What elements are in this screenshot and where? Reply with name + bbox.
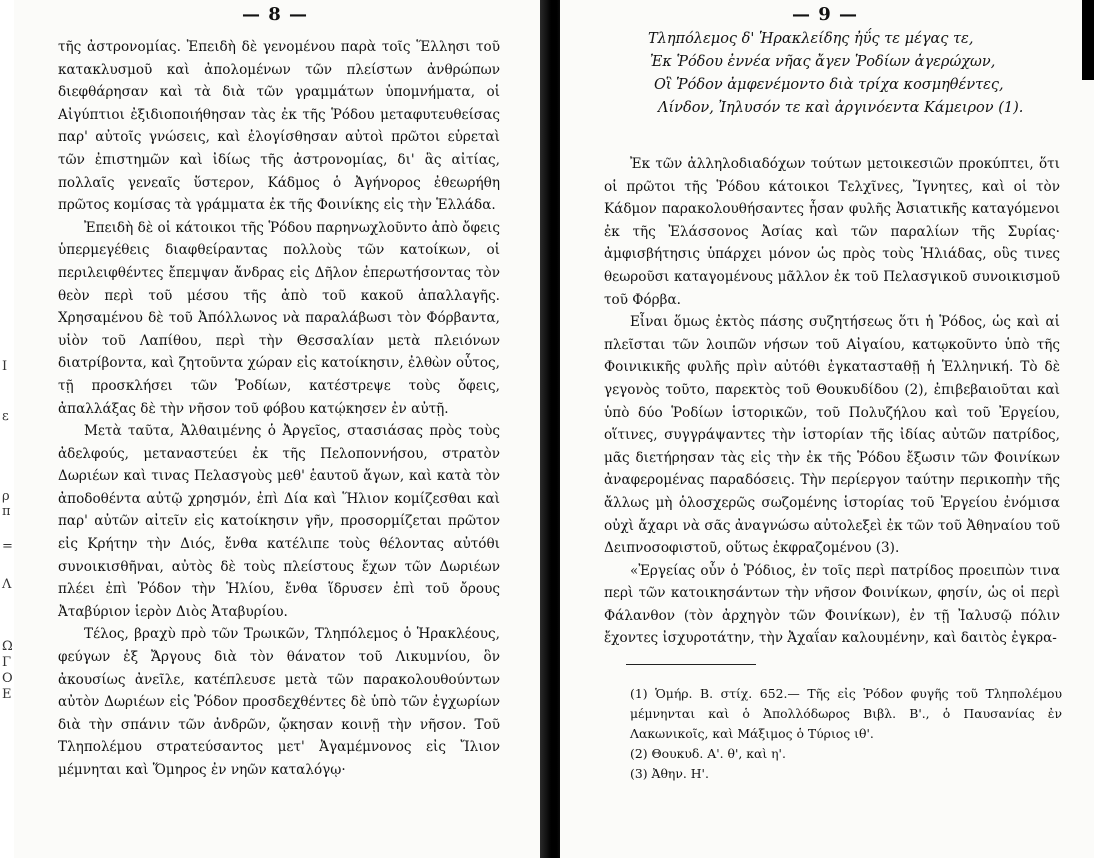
margin-glyph: Ω: [2, 639, 13, 654]
footnote: (2) Θουκυδ. Α'. θ', καὶ η'.: [630, 746, 786, 761]
paragraph: Εἶναι ὅμως ἐκτὸς πάσης συζητήσεως ὅτι ἡ Ῥόδος, ὡς καὶ αἱ πλεῖσται τῶν λοιπῶν νήσων τοῦ Αἰγαίου, κατῳκοῦντο ὑπὸ τῆς Φοινικικῆς φυλῆς πρὶν αὐτόθι ἐγκατασταθῇ ἡ Ἑλληνική. Τὸ δὲ γεγονὸς τοῦτο, παρεκτὸς τοῦ Θουκυδίδου (2), ἐπιβεβαιοῦται καὶ ὑπὸ δύο Ῥοδίων ἱστορικῶν, τοῦ Πολυζήλου καὶ τοῦ Ἐργείου, οἵτινες, συγγράψαντες τὴν ἱστορίαν τῆς ἰδίας αὐτῶν πατρίδος, μᾶς διετήρησαν τὰς εἰς τὴν ἐκ τῆς Ῥόδου ἔξωσιν τῶν Φοινίκων ἀναφερομένας παραδόσεις. Τὴν περίεργον ταύτην περικοπὴν τῆς ἄλλως μὴ ὁλοσχερῶς σωζομένης ἱστορίας τοῦ Ἐργείου ἐνόμισα οὐχὶ ἄχαρι νὰ σᾶς ἀναγνώσω αὐτολεξεὶ ἐκ τῶν τοῦ Ἀθηναίου τοῦ Δειπνοσοφιστοῦ, οὕτως ἐκφραζομένου (3).: [604, 314, 1060, 557]
paragraph: Μετὰ ταῦτα, Ἀλθαιμένης ὁ Ἀργεῖος, στασιάσας πρὸς τοὺς ἀδελφούς, μεταναστεύει ἐκ τῆς Πελοποννήσου, στρατὸν Δωριέων καὶ τινας Πελασγοὺς μεθ' ἑαυτοῦ ἄγων, καὶ κατὰ τὸν ἀποδοθέντα αὐτῷ χρησμόν, ἐπὶ Δία καὶ Ἥλιον κομίζεσθαι καὶ παρ' αὐτῶν αἰτεῖν εἰς κατοίκησιν γῆν, προσορμίζεται πρῶτον εἰς Κρήτην τὴν Διός, ἔνθα κατέλιπε τοὺς θέλοντας αὐτόθι συνοικισθῆναι, αὐτὸς δὲ τοὺς πλείστους ἔχων τῶν Δωριέων πλέει ἐπὶ Ῥόδον τὴν Ἡλίου, ἔνθα ἵδρυσεν ἐπὶ τοῦ ὄρους Ἀταβύριον ἱερὸν Διὸς Ἀταβυρίου.: [58, 423, 500, 620]
margin-glyph: π: [2, 504, 11, 519]
paragraph: Ἐκ τῶν ἀλληλοδιαδόχων τούτων μετοικεσιῶν προκύπτει, ὅτι οἱ πρῶτοι τῆς Ῥόδου κάτοικοι Τελχῖνες, Ἴγνητες, καὶ οἱ τὸν Κάδμον παρακολουθήσαντες ἦσαν φυλῆς Ἀσιατικῆς καταγόμενοι ἐκ τῆς Ἐλάσσονος Ἀσίας καὶ τῶν παραλίων τῆς Συρίας· ἀμφισβήτησις ὑπάρχει μόνον ὡς πρὸς τοὺς Ἡλιάδας, οὓς τινες θεωροῦσι καταγομένους μᾶλλον ἐκ τοῦ Πελασγικοῦ συνοικισμοῦ τοῦ Φόρβα.: [604, 156, 1060, 308]
footnote: (1) Ὁμήρ. Β. στίχ. 652.— Τῆς εἰς Ῥόδον φυγῆς τοῦ Τληπολέμου μέμνηνται καὶ ὁ Ἀπολλόδωρος Βιβλ. Β'., ὁ Παυσανίας ἐν Λακωνικοῖς, καὶ Μάξιμος ὁ Τύριος ιθ'.: [630, 686, 1062, 741]
margin-glyph: =: [2, 539, 13, 554]
verse-line: Λίνδον, Ἰηλυσόν τε καὶ ἀργινόεντα Κάμειρον (1).: [658, 100, 1024, 116]
footnote: (3) Ἀθην. Η'.: [630, 766, 709, 781]
margin-glyph: ρ: [2, 489, 10, 504]
paragraph: Ἐπειδὴ δὲ οἱ κάτοικοι τῆς Ῥόδου παρηνωχλοῦντο ἀπὸ ὄφεις ὑπερμεγέθεις διαφθείραντας πολλοὺς τῶν κατοίκων, οἱ περιλειφθέντες ἔπεμψαν ἄνδρας εἰς Δῆλον ἐπερωτήσοντας τὸν θεὸν περὶ τοῦ μέσου τῆς ἀπὸ τοῦ κακοῦ ἀπαλλαγῆς. Χρησαμένου δὲ τοῦ Ἀπόλλωνος νὰ παραλάβωσι τὸν Φόρβαντα, υἱὸν τοῦ Λαπίθου, περὶ τὴν Θεσσαλίαν μετὰ πλειόνων διατρίβοντα, καὶ ζητοῦντα χώραν εἰς κατοίκησιν, ἐλθὼν οὗτος, τῇ προσκλήσει τῶν Ῥοδίων, κατέστρεψε τοὺς ὄφεις, ἀπαλλάξας δὲ τὴν νῆσον τοῦ φόβου κατῴκησεν ἐν αὐτῇ.: [58, 219, 500, 417]
right-page: [560, 0, 1094, 858]
margin-glyph: I: [2, 359, 8, 374]
footnote-rule: [626, 664, 756, 665]
page-number: — 9 —: [792, 4, 859, 25]
left-edge-margin: [0, 0, 14, 858]
footnotes: [630, 684, 1062, 784]
body-text: [58, 36, 500, 782]
body-text: [604, 153, 1060, 650]
margin-glyph: Λ: [2, 577, 12, 592]
paragraph: «Ἐργείας οὖν ὁ Ῥόδιος, ἐν τοῖς περὶ πατρίδος προειπὼν τινα περὶ τῶν κατοικησάντων τὴν νῆσον Φοινίκων, φησίν, ὡς οἱ περὶ Φάλανθον (τὸν ἀρχηγὸν τῶν Φοινίκων), ἐν τῇ Ἰαλυσῷ πόλιν ἔχοντες ἰσχυροτάτην, τὴν Ἀχαΐαν καλουμένην, καὶ δαιτὸς ἐγκρα-: [604, 562, 1060, 647]
page-number: — 8 —: [242, 4, 309, 25]
margin-glyph: Γ: [2, 655, 12, 670]
paragraph: Τέλος, βραχὺ πρὸ τῶν Τρωικῶν, Τληπόλεμος ὁ Ἡρακλέους, φεύγων ἐξ Ἄργους διὰ τὸν θάνατον τοῦ Λικυμνίου, ὃν ἀκουσίως ἀνεῖλε, κατέπλευσε μετὰ τῶν παρακολουθούντων αὐτὸν Δωριέων εἰς Ῥόδον προσδεχθέντες δὲ ὑπὸ τῶν ἐγχωρίων διὰ τὴν σπάνιν τῶν ἀνδρῶν, ᾤκησαν κοινῇ τὴν νῆσον. Τοῦ Τληπολέμου στρατεύσαντος μετ' Ἀγαμέμνονος εἰς Ἴλιον μέμνηται καὶ Ὅμηρος ἐν νηῶν καταλόγῳ·: [58, 626, 500, 778]
verse-line: Ἐκ Ῥόδου ἐννέα νῆας ἄγεν Ῥοδίων ἀγερώχων,: [650, 54, 996, 70]
verse-quote: [648, 28, 1068, 120]
verse-line: Οἳ Ῥόδον ἀμφενέμοντο διὰ τρίχα κοσμηθέντες,: [654, 77, 1004, 93]
scan-edge-shadow: [1082, 0, 1094, 80]
margin-glyph: Ε: [2, 687, 12, 702]
paragraph: τῆς ἀστρονομίας. Ἐπειδὴ δὲ γενομένου παρὰ τοῖς Ἕλλησι τοῦ κατακλυσμοῦ καὶ ἀπολομένων τῶν πλείστων ἀνθρώπων διεφθάρησαν καὶ τὰ διὰ τῶν γραμμάτων ὑπομνήματα, οἱ Αἰγύπτιοι ἐξιδιοποιήθησαν τὰς ἐκ τῆς Ῥόδου μεταφυτευθείσας παρ' αὐτοῖς γνώσεις, καὶ ἐλογίσθησαν αὐτοὶ πρῶτοι εὑρεταὶ τῶν ἐπιστημῶν καὶ ἰδίως τῆς ἀστρονομίας, δι' ἃς αἰτίας, πολλαῖς γενεαῖς ὕστερον, Κάδμος ὁ Ἀγήνορος ἐθεωρήθη πρῶτος κομίσας τὰ γράμματα ἐκ τῆς Φοινίκης εἰς τὴν Ἑλλάδα.: [58, 39, 500, 214]
margin-glyph: ε: [2, 409, 9, 424]
margin-glyph: Ο: [2, 671, 13, 686]
verse-line: Τληπόλεμος δ' Ἡρακλείδης ἠΰς τε μέγας τε,: [648, 31, 974, 47]
